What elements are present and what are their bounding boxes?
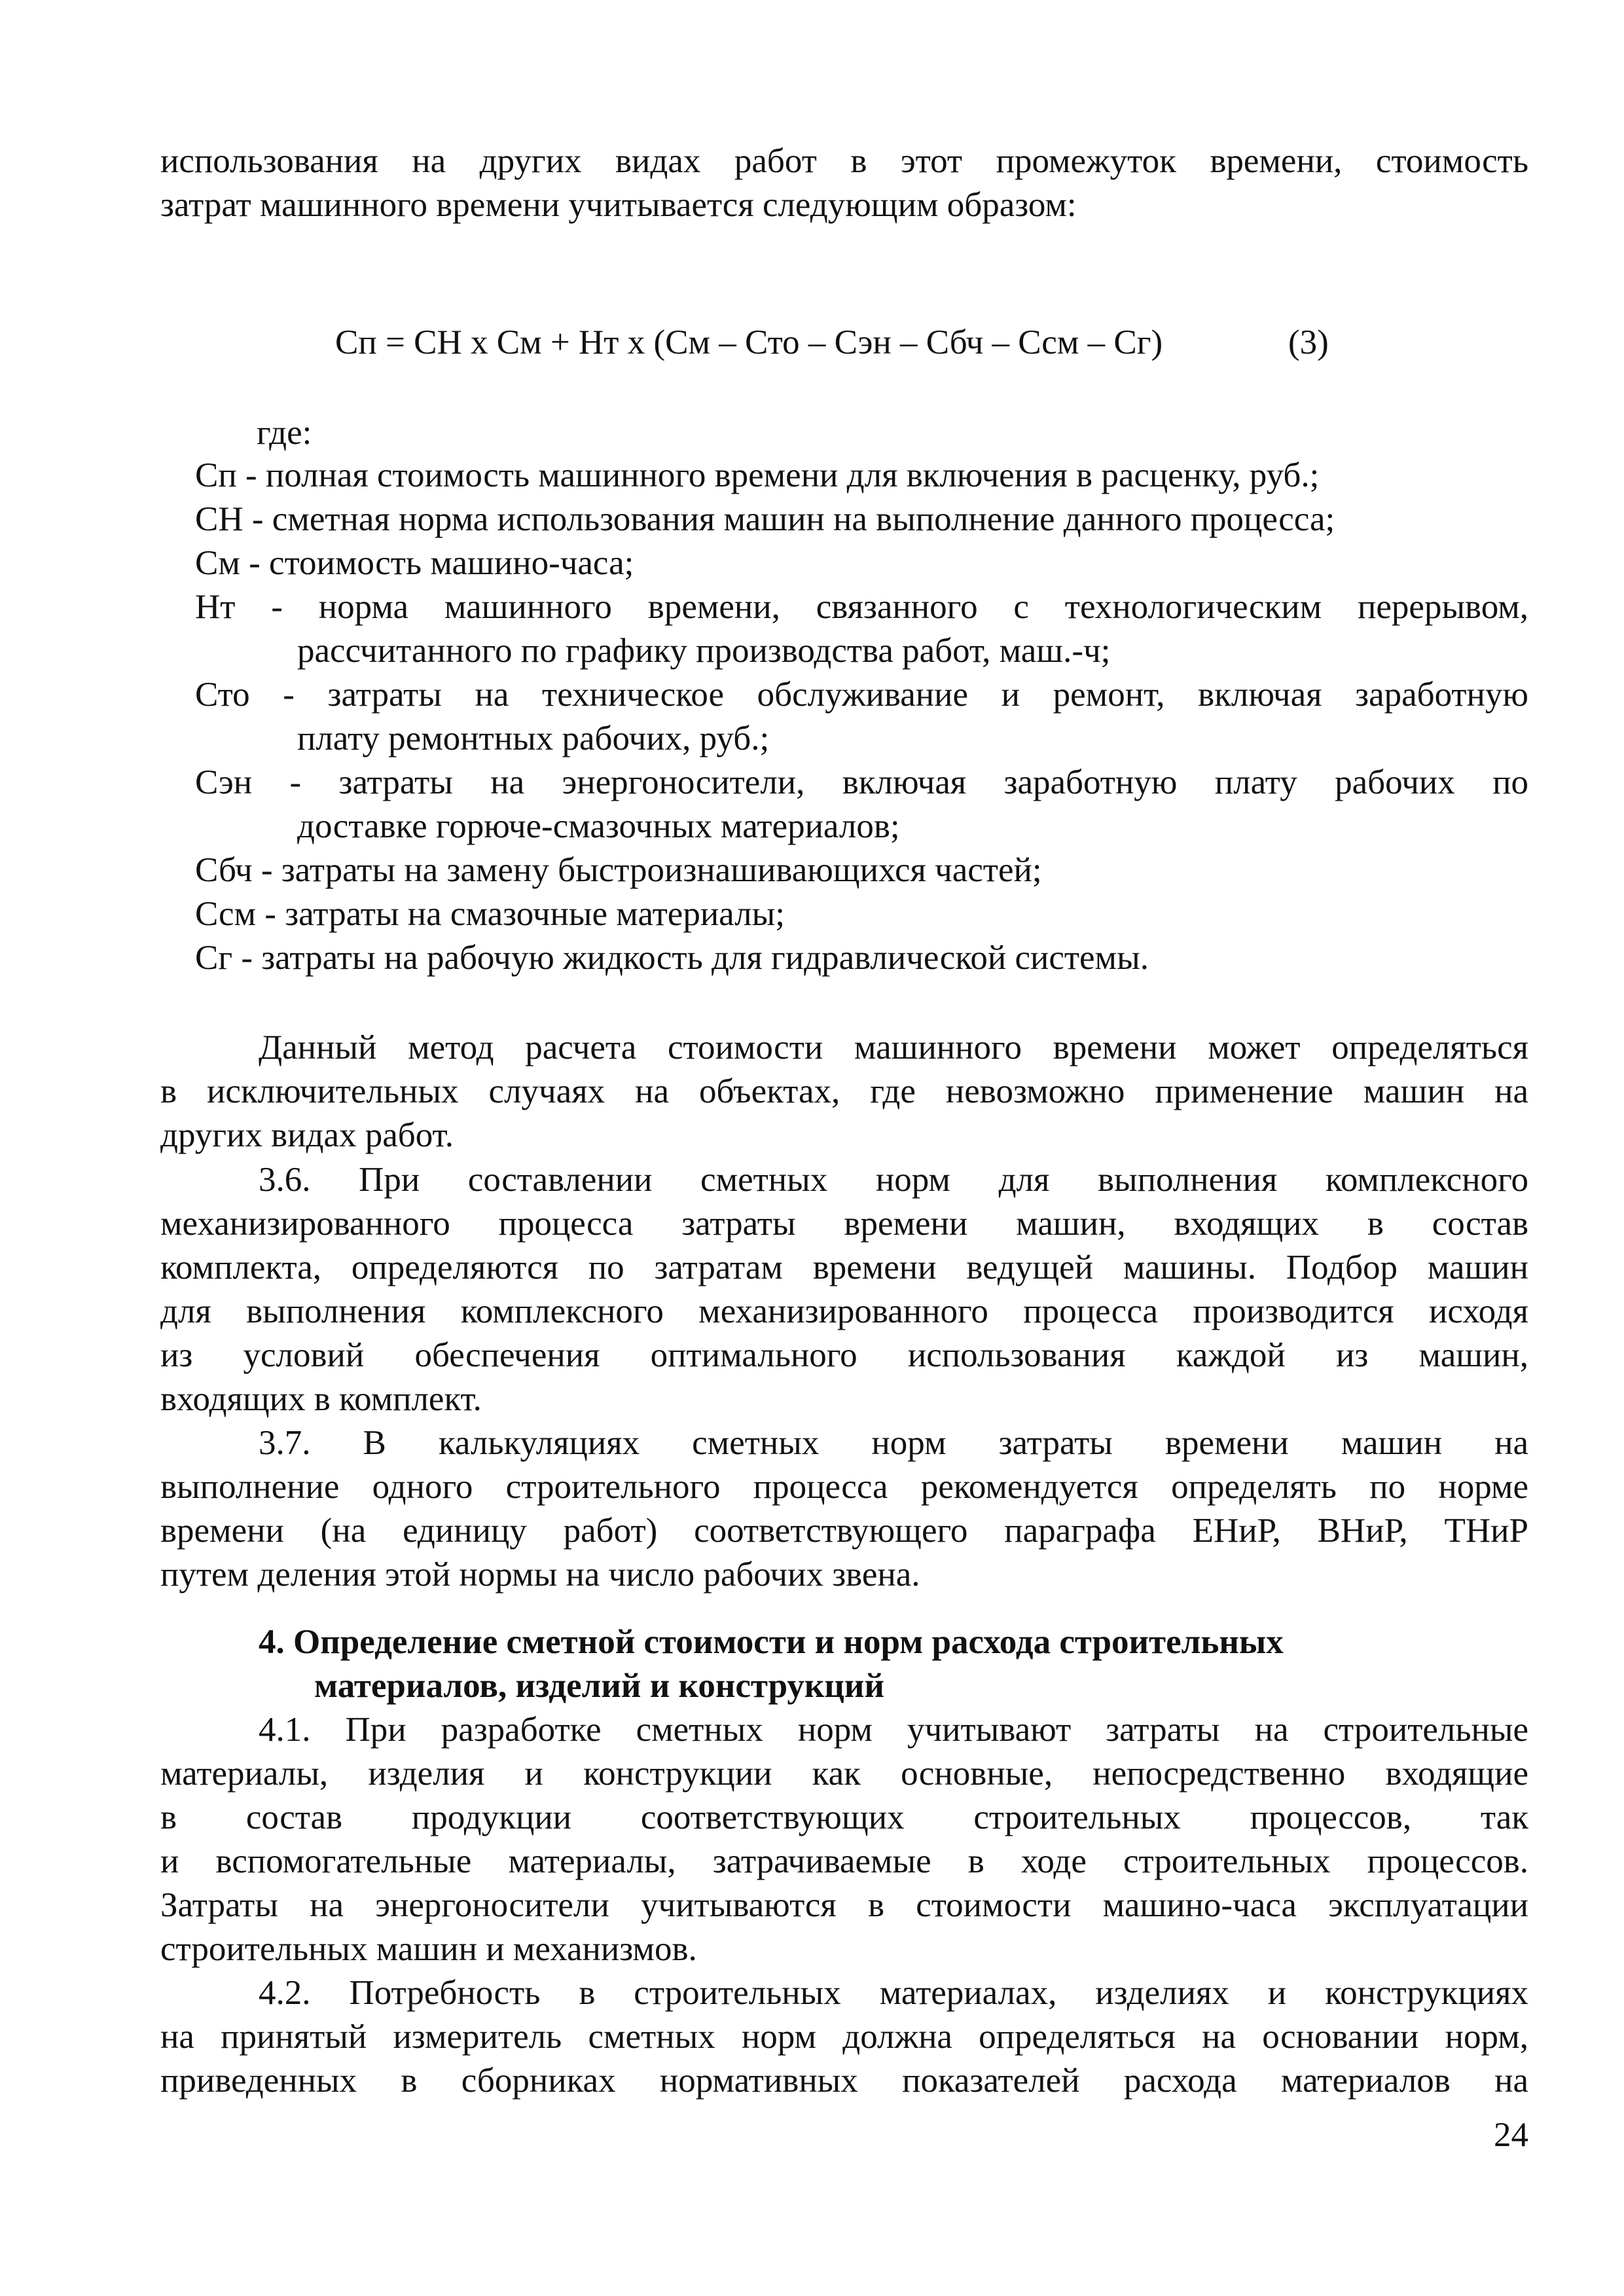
text-line: в исключительных случаях на объектах, где невозможно применение машин на (160, 1072, 1528, 1110)
definition-continuation: доставке горюче-смазочных материалов; (297, 807, 900, 845)
text-line: механизированного процесса затраты времени машин, входящих в состав (160, 1205, 1528, 1243)
section-heading: материалов, изделий и конструкций (314, 1667, 885, 1705)
page-number: 24 (1494, 2116, 1528, 2154)
definition-line: СН - сметная норма использования машин на выполнение данного процесса; (195, 500, 1335, 538)
text-line: времени (на единицу работ) соответствующего параграфа ЕНиР, ВНиР, ТНиР (160, 1512, 1528, 1550)
text-line: использования на других видах работ в этот промежуток времени, стоимость (160, 142, 1528, 180)
text-line: и вспомогательные материалы, затрачиваемые в ходе строительных процессов. (160, 1842, 1528, 1880)
definition-line: Нт - норма машинного времени, связанного с технологическим перерывом, (195, 588, 1528, 626)
definition-line: Сг - затраты на рабочую жидкость для гидравлической системы. (195, 939, 1149, 977)
text-line: других видах работ. (160, 1116, 454, 1154)
text-line: 3.7. В калькуляциях сметных норм затраты времени машин на (259, 1424, 1528, 1462)
formula-number: (3) (1288, 323, 1329, 361)
text-line: для выполнения комплексного механизированного процесса производится исходя (160, 1292, 1528, 1330)
definition-continuation: рассчитанного по графику производства работ, маш.-ч; (297, 632, 1111, 670)
text-line: приведенных в сборниках нормативных показателей расхода материалов на (160, 2062, 1528, 2100)
text-line: 3.6. При составлении сметных норм для выполнения комплексного (259, 1161, 1528, 1199)
where-label: где: (257, 414, 312, 452)
text-line: в состав продукции соответствующих строительных процессов, так (160, 1798, 1528, 1836)
text-line: Затраты на энергоносители учитываются в стоимости машино-часа эксплуатации (160, 1886, 1528, 1924)
text-line: затрат машинного времени учитывается следующим образом: (160, 186, 1077, 224)
definition-line: Сп - полная стоимость машинного времени для включения в расценку, руб.; (195, 456, 1320, 494)
text-line: материалы, изделия и конструкции как основные, непосредственно входящие (160, 1755, 1528, 1793)
text-line: Данный метод расчета стоимости машинного времени может определяться (259, 1029, 1528, 1066)
definition-line: Сбч - затраты на замену быстроизнашивающихся частей; (195, 851, 1042, 889)
text-line: строительных машин и механизмов. (160, 1930, 697, 1968)
text-line: путем деления этой нормы на число рабочих звена. (160, 1556, 920, 1594)
definition-line: Сэн - затраты на энергоносители, включая заработную плату рабочих по (195, 763, 1528, 801)
definition-line: См - стоимость машино-часа; (195, 544, 634, 582)
text-line: 4.2. Потребность в строительных материалах, изделиях и конструкциях (259, 1974, 1528, 2012)
text-line: выполнение одного строительного процесса рекомендуется определять по норме (160, 1468, 1528, 1506)
text-line: 4.1. При разработке сметных норм учитывают затраты на строительные (259, 1711, 1528, 1749)
section-heading: 4. Определение сметной стоимости и норм расхода строительных (259, 1623, 1284, 1661)
text-line: на принятый измеритель сметных норм должна определяться на основании норм, (160, 2018, 1528, 2056)
definition-continuation: плату ремонтных рабочих, руб.; (297, 720, 770, 757)
text-line: комплекта, определяются по затратам времени ведущей машины. Подбор машин (160, 1248, 1528, 1286)
definition-line: Ссм - затраты на смазочные материалы; (195, 895, 785, 933)
definition-line: Сто - затраты на техническое обслуживание и ремонт, включая заработную (195, 676, 1528, 714)
text-line: входящих в комплект. (160, 1380, 482, 1418)
formula: Сп = СН х См + Нт х (См – Сто – Сэн – Сбч – Ссм – Сг) (335, 323, 1163, 361)
text-line: из условий обеспечения оптимального использования каждой из машин, (160, 1336, 1528, 1374)
